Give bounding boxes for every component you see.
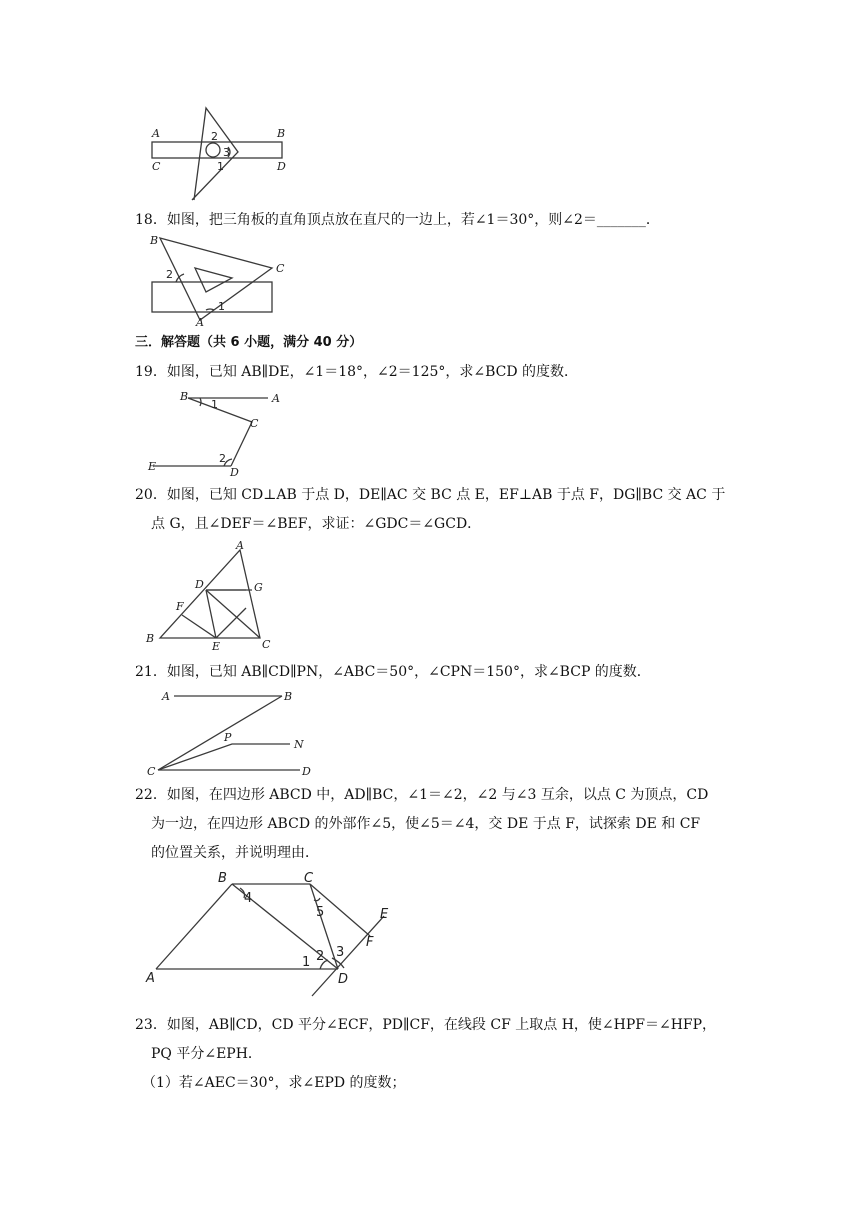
q22-label-F: F — [366, 935, 374, 950]
q19-label-A: A — [272, 392, 280, 405]
q17-label-A: A — [152, 127, 160, 140]
q22-text-line3: 的位置关系，并说明理由． — [151, 845, 319, 861]
q21-label-A: A — [162, 690, 170, 703]
q17-figure — [140, 100, 300, 205]
q17-angle-2: 2 — [211, 130, 218, 143]
section-title: 三．解答题（共 6 小题，满分 40 分） — [135, 335, 363, 350]
q21-label-P: P — [224, 731, 232, 744]
q22-label-B: B — [218, 871, 227, 886]
q22-label-C: C — [304, 871, 314, 886]
q19-text: 19．如图，已知 AB∥DE，∠1＝18°，∠2＝125°，求∠BCD 的度数． — [135, 364, 579, 380]
q20-label-C: C — [262, 638, 271, 651]
q22-angle-1: 1 — [302, 955, 311, 970]
q22-angle-4: 4 — [244, 891, 253, 906]
q19-label-C: C — [250, 417, 259, 430]
q22-angle-5: 5 — [316, 905, 325, 920]
q23-text-line2: PQ 平分∠EPH． — [151, 1046, 262, 1062]
q22-label-D: D — [338, 972, 349, 987]
q20-label-D: D — [195, 578, 204, 591]
q18-text: 18．如图，把三角板的直角顶点放在直尺的一边上，若∠1＝30°，则∠2＝_______． — [135, 212, 660, 228]
q19-label-B: B — [180, 390, 189, 403]
q20-text-line2: 点 G，且∠DEF＝∠BEF，求证：∠GDC＝∠GCD． — [151, 516, 482, 532]
q18-label-C: C — [276, 262, 285, 275]
q17-angle-3: 3 — [223, 146, 230, 159]
q18-label-A: A — [196, 316, 204, 329]
q21-text: 21．如图，已知 AB∥CD∥PN，∠ABC＝50°，∠CPN＝150°，求∠BCP 的度数． — [135, 664, 651, 680]
q21-label-D: D — [302, 765, 311, 778]
q20-label-F: F — [176, 600, 184, 613]
q18-figure — [140, 230, 300, 330]
q18-angle-1: 1 — [218, 300, 225, 313]
q19-angle-1: 1 — [211, 398, 218, 411]
q18-label-B: B — [150, 234, 159, 247]
q21-label-N: N — [294, 738, 304, 751]
q17-angle-1: 1 — [217, 160, 224, 173]
q22-text-line2: 为一边，在四边形 ABCD 的外部作∠5，使∠5＝∠4，交 DE 于点 F，试探索 DE 和 CF — [151, 816, 701, 832]
q19-label-E: E — [148, 460, 157, 473]
q17-label-C: C — [152, 160, 161, 173]
q17-label-B: B — [277, 127, 286, 140]
q20-label-B: B — [146, 632, 155, 645]
q19-figure — [140, 386, 300, 479]
q22-text-line1: 22．如图，在四边形 ABCD 中，AD∥BC，∠1＝∠2，∠2 与∠3 互余，以点 C 为顶点，CD — [135, 787, 709, 803]
q22-figure — [140, 866, 400, 996]
q20-text-line1: 20．如图，已知 CD⊥AB 于点 D，DE∥AC 交 BC 点 E，EF⊥AB 于点 F，DG∥BC 交 AC 于 — [135, 487, 726, 503]
q23-text-line1: 23．如图，AB∥CD，CD 平分∠ECF，PD∥CF，在线段 CF 上取点 H，使∠HPF＝∠HFP， — [135, 1017, 717, 1033]
q20-label-E: E — [212, 640, 221, 653]
q22-angle-2: 2 — [316, 949, 325, 964]
q23-part1: （1）若∠AEC＝30°，求∠EPD 的度数； — [142, 1075, 406, 1091]
q19-angle-2: 2 — [219, 452, 226, 465]
q20-label-G: G — [254, 581, 263, 594]
q17-label-D: D — [277, 160, 286, 173]
q18-angle-2: 2 — [166, 268, 173, 281]
q19-label-D: D — [230, 466, 239, 479]
q22-label-A: A — [146, 971, 155, 986]
q21-figure — [140, 686, 320, 781]
q20-label-A: A — [236, 539, 244, 552]
q20-figure — [140, 540, 290, 655]
q22-angle-3: 3 — [336, 945, 345, 960]
q21-label-C: C — [147, 765, 156, 778]
q21-label-B: B — [284, 690, 293, 703]
q22-label-E: E — [380, 907, 389, 922]
